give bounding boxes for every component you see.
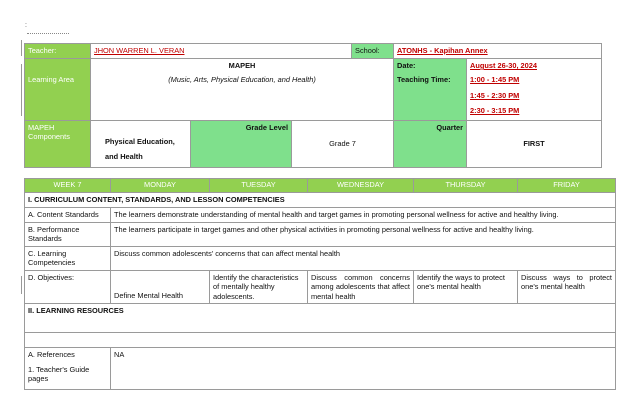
- competencies-text: Discuss common adolescents' concerns that can affect mental health: [111, 247, 616, 271]
- teaching-time-1: 1:00 - 1:45 PM: [470, 75, 520, 85]
- top-note: :: [25, 22, 27, 29]
- component-line-1: Physical Education,: [105, 137, 175, 146]
- references-value: NA: [111, 347, 616, 389]
- objective-tuesday: Identify the characteristics of mentally healthy adolescents.: [210, 271, 308, 304]
- margin-mark: [21, 64, 22, 116]
- subject-cell: [91, 59, 394, 121]
- content-standards-label: A. Content Standards: [25, 208, 111, 223]
- subject-subtitle: (Music, Arts, Physical Education, and Health): [168, 75, 316, 85]
- learning-area-label: Learning Area: [25, 59, 91, 121]
- col-tuesday: TUESDAY: [210, 179, 308, 193]
- objectives-label: D. Objectives:: [25, 271, 111, 304]
- section-1-title: I. CURRICULUM CONTENT, STANDARDS, AND LESSON COMPETENCIES: [25, 193, 616, 208]
- objective-friday: Discuss ways to protect one's mental health: [518, 271, 616, 304]
- performance-standards-label: B. Performance Standards: [25, 223, 111, 247]
- content-standards-text: The learners demonstrate understanding of mental health and target games in promoting personal wellness for active and healthy living.: [111, 208, 616, 223]
- col-friday: FRIDAY: [518, 179, 616, 193]
- component-cell: [91, 121, 191, 168]
- margin-mark: [21, 276, 22, 294]
- grade-level-label: Grade Level: [191, 121, 292, 168]
- teaching-time-3: 2:30 - 3:15 PM: [470, 105, 520, 115]
- school-label: School:: [352, 44, 394, 59]
- competencies-label: C. Learning Competencies: [25, 247, 111, 271]
- component-line-2: and Health: [105, 151, 143, 161]
- col-wednesday: WEDNESDAY: [308, 179, 414, 193]
- references-label: A. References: [28, 349, 75, 359]
- header-table: [24, 43, 602, 168]
- objective-thursday: Identify the ways to protect one's mental health: [414, 271, 518, 304]
- col-week: WEEK 7: [25, 179, 111, 193]
- date-label: Date:: [397, 61, 416, 70]
- col-monday: MONDAY: [111, 179, 210, 193]
- references-cell: [25, 347, 111, 389]
- blank-row: [25, 332, 616, 347]
- objective-monday: Define Mental Health: [111, 271, 210, 304]
- components-label: MAPEH Components: [25, 121, 91, 168]
- teaching-time-2: 1:45 - 2:30 PM: [470, 90, 520, 100]
- teaching-time-label: Teaching Time:: [397, 75, 451, 85]
- teacher-name: JHON WARREN L. VERAN: [91, 44, 352, 59]
- teachers-guide-label: 1. Teacher's Guide pages: [28, 365, 90, 384]
- quarter-value: FIRST: [467, 121, 602, 168]
- plan-table: [24, 178, 616, 390]
- subject-title: MAPEH: [228, 61, 256, 70]
- date-value: August 26-30, 2024: [470, 61, 537, 70]
- quarter-label: Quarter: [394, 121, 467, 168]
- section-2-title: II. LEARNING RESOURCES: [25, 303, 616, 332]
- top-note-line: [27, 33, 69, 34]
- date-time-values: [467, 59, 602, 121]
- grade-value: Grade 7: [292, 121, 394, 168]
- col-thursday: THURSDAY: [414, 179, 518, 193]
- margin-mark: [21, 40, 22, 56]
- school-name: ATONHS - Kapihan Annex: [394, 44, 602, 59]
- performance-standards-text: The learners participate in target games and other physical activities in promoting personal wellness for active and healthy living.: [111, 223, 616, 247]
- objective-wednesday: Discuss common concerns among adolescents that affect mental health: [308, 271, 414, 304]
- teacher-label: Teacher:: [25, 44, 91, 59]
- date-time-labels: [394, 59, 467, 121]
